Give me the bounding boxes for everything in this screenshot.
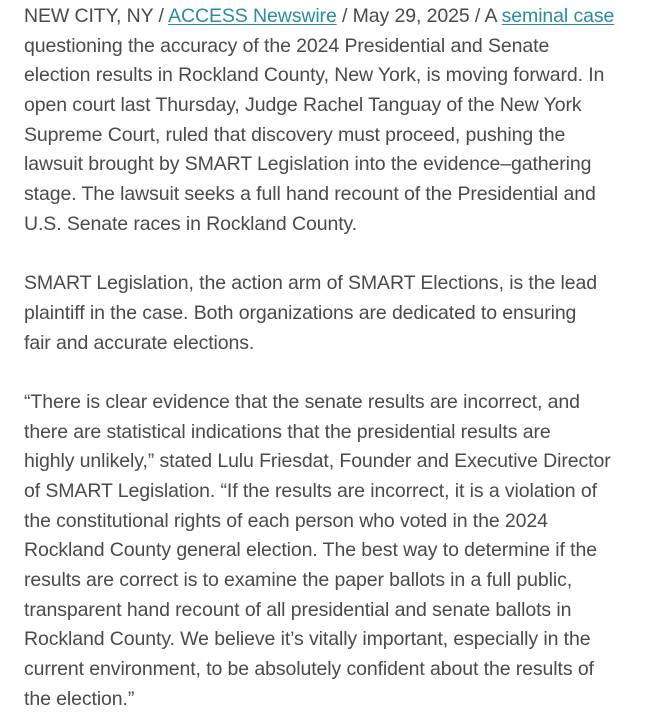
- text-line: the election.”: [24, 687, 135, 710]
- text-line: U.S. Senate races in Rockland County.: [24, 212, 358, 235]
- text-line: election results in Rockland County, New York, is moving forward. In: [24, 64, 605, 87]
- dateline-date: / May 29, 2025 / A: [336, 5, 502, 27]
- text-line: “There is clear evidence that the senate results are incorrect, and: [24, 390, 580, 413]
- text-line: fair and accurate elections.: [24, 331, 255, 354]
- text-line: results are correct is to examine the paper ballots in a full public,: [24, 569, 573, 592]
- access-newswire-link[interactable]: ACCESS Newswire: [168, 5, 337, 27]
- seminal-case-link[interactable]: seminal case: [501, 5, 615, 27]
- text-line: the constitutional rights of each person who voted in the 2024: [24, 509, 548, 532]
- paragraph-2: [24, 269, 644, 358]
- text-line: lawsuit brought by SMART Legislation into the evidence–gathering: [24, 153, 592, 176]
- text-line: Rockland County. We believe it’s vitally important, especially in the: [24, 628, 591, 651]
- text-line: Supreme Court, ruled that discovery must proceed, pushing the: [24, 123, 566, 146]
- text-line: open court last Thursday, Judge Rachel Tanguay of the New York: [24, 94, 582, 117]
- text-line: transparent hand recount of all presidential and senate ballots in: [24, 598, 572, 621]
- text-line: current environment, to be absolutely confident about the results of: [24, 658, 594, 681]
- text-line: plaintiff in the case. Both organizations are dedicated to ensuring: [24, 301, 577, 324]
- text-line: there are statistical indications that the presidential results are: [24, 420, 551, 443]
- dateline-line: [24, 2, 644, 32]
- text-line: Rockland County general election. The best way to determine if the: [24, 539, 597, 562]
- text-line: questioning the accuracy of the 2024 Presidential and Senate: [24, 34, 550, 57]
- paragraph-spacer: [24, 358, 644, 388]
- text-line: highly unlikely,” stated Lulu Friesdat, Founder and Executive Director: [24, 450, 611, 473]
- text-line: SMART Legislation, the action arm of SMART Elections, is the lead: [24, 272, 598, 295]
- paragraph-1: [24, 2, 644, 240]
- paragraph-spacer: [24, 240, 644, 270]
- dateline-location: NEW CITY, NY /: [24, 5, 169, 27]
- paragraph-3: [24, 388, 644, 715]
- text-line: stage. The lawsuit seeks a full hand recount of the Presidential and: [24, 183, 596, 206]
- article-body: [24, 2, 644, 715]
- text-line: of SMART Legislation. “If the results are incorrect, it is a violation of: [24, 480, 597, 502]
